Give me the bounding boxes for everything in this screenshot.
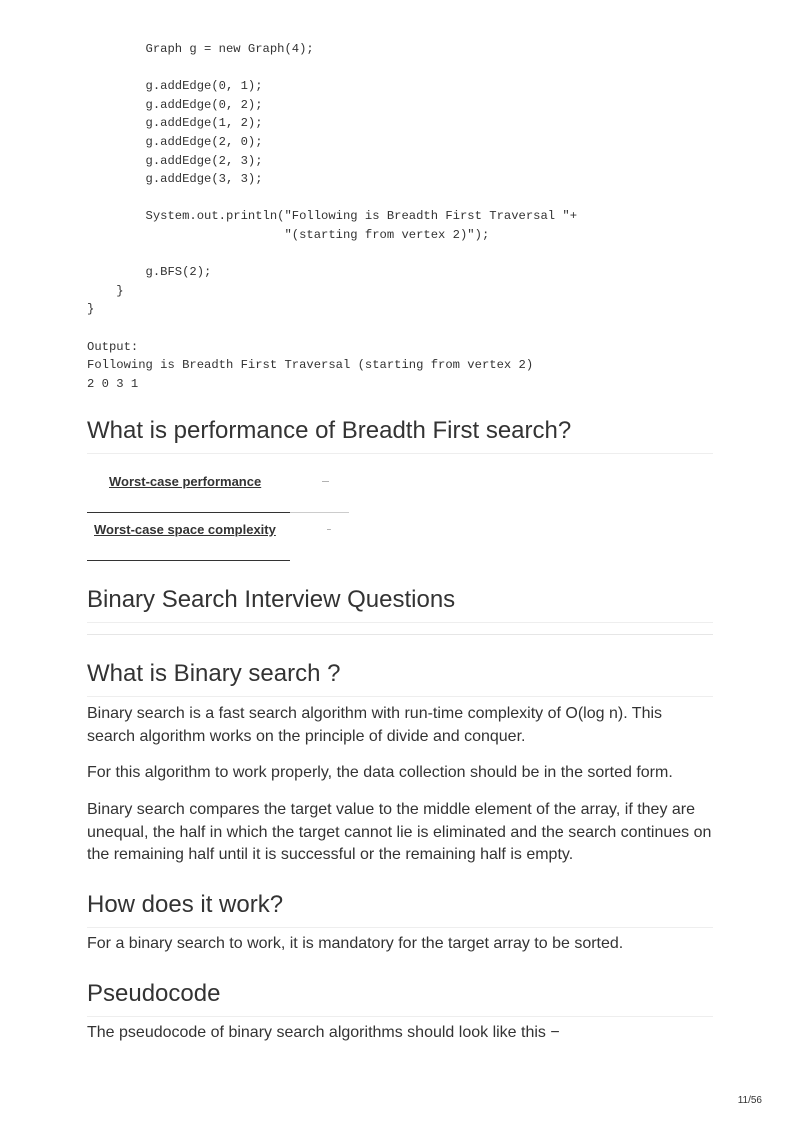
heading-how-does-it-work: How does it work? <box>87 891 713 928</box>
paragraph: The pseudocode of binary search algorithms should look like this − <box>87 1024 560 1041</box>
page-number: 11/56 <box>737 1095 762 1106</box>
worst-case-performance-value: — <box>322 478 329 485</box>
table-row <box>87 510 349 558</box>
code-line: g.BFS(2); <box>87 265 212 280</box>
heading-binary-search-questions: Binary Search Interview Questions <box>87 586 713 623</box>
paragraph: For this algorithm to work properly, the data collection should be in the sorted form. <box>87 764 673 781</box>
code-output-line: Following is Breadth First Traversal (starting from vertex 2) <box>87 358 534 373</box>
code-line <box>87 59 577 78</box>
performance-table <box>87 462 349 558</box>
code-line: Graph g = new Graph(4); <box>87 42 314 56</box>
code-output-line: 2 0 3 1 <box>87 376 139 391</box>
code-line: } <box>87 283 124 298</box>
code-line <box>87 245 577 264</box>
paragraph: Binary search is a fast search algorithm with run-time complexity of O(log n). This search algorithm works on the principle of divide and conquer. <box>87 705 663 745</box>
paragraph: For a binary search to work, it is mandatory for the target array to be sorted. <box>87 935 624 952</box>
code-line: g.addEdge(0, 1); <box>87 79 263 94</box>
code-line: "(starting from vertex 2)"); <box>87 227 490 242</box>
code-line <box>87 189 577 208</box>
worst-case-space-complexity-link[interactable]: Worst-case space complexity <box>94 522 276 537</box>
heading-pseudocode: Pseudocode <box>87 980 713 1017</box>
code-line: g.addEdge(2, 3); <box>87 153 263 168</box>
worst-case-performance-link[interactable]: Worst-case performance <box>109 474 262 489</box>
code-line: g.addEdge(3, 3); <box>87 172 263 187</box>
code-block <box>87 40 577 393</box>
code-line: g.addEdge(2, 0); <box>87 134 263 149</box>
section-separator <box>87 634 713 635</box>
code-line: System.out.println("Following is Breadth First Traversal "+ <box>87 209 578 224</box>
heading-what-is-binary-search: What is Binary search ? <box>87 660 713 697</box>
row-divider <box>87 560 290 561</box>
table-row <box>87 462 349 510</box>
code-line: g.addEdge(0, 2); <box>87 97 263 112</box>
code-line: g.addEdge(1, 2); <box>87 116 263 131</box>
heading-bfs-performance: What is performance of Breadth First search? <box>87 417 713 454</box>
code-output-label: Output: <box>87 339 139 354</box>
worst-case-space-complexity-value: – <box>327 526 331 533</box>
code-line: } <box>87 302 95 317</box>
paragraph: Binary search compares the target value to the middle element of the array, if they are unequal, the half in which the target cannot lie is eliminated and the search continues on the remaining half until it is successful or the remaining half is empty. <box>87 801 712 863</box>
code-line <box>87 319 577 338</box>
